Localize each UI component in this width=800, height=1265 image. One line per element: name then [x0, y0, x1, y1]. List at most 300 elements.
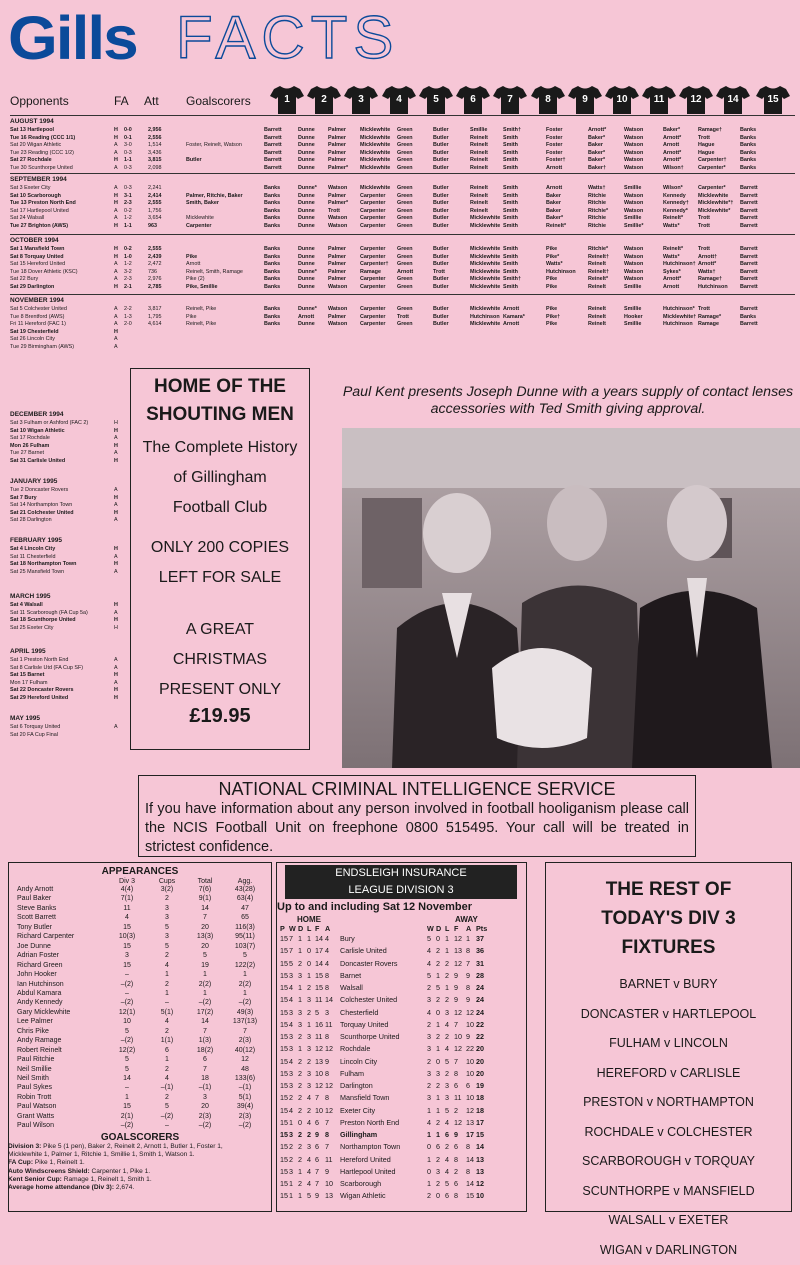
appearances-cell: Paul Baker	[17, 894, 51, 903]
league-row	[280, 1105, 525, 1116]
shirt-number: 8	[531, 94, 565, 105]
league-cell: 15	[280, 1068, 288, 1079]
league-cell: 14	[466, 1154, 474, 1165]
shirt-number-icon	[270, 85, 304, 115]
fixture-attendance: 2,439	[148, 253, 178, 261]
fixture-opponent: Sat 3 Exeter City	[10, 184, 110, 192]
fixture-score: 2-3	[124, 275, 146, 283]
fixture-opponent: Fri 11 Hereford (FAC 1)	[10, 320, 110, 328]
fixture-score: 0-3	[124, 149, 146, 157]
league-cell: 3	[436, 1068, 440, 1079]
appearances-cell: 39(4)	[223, 1102, 267, 1111]
goalscorer-label: FA Cup:	[8, 1159, 33, 1166]
goalscorer-detail: Carpenter 1, Pike 1.	[90, 1168, 150, 1175]
ncis-notice	[138, 775, 696, 857]
league-cell: 7	[325, 1141, 329, 1152]
league-cell: 10	[466, 1092, 474, 1103]
player-cell: Palmer	[328, 313, 378, 321]
player-cell: Reinelt	[588, 313, 638, 321]
shirt-number-icon	[531, 85, 565, 115]
player-cell: Barrett	[740, 305, 790, 313]
fixture-opponent: Mon 17 Fulham	[10, 679, 110, 687]
appearances-row	[17, 885, 269, 894]
league-cell: 2	[289, 1154, 293, 1165]
shirt-number-icon	[679, 85, 713, 115]
fixture-score: 1-2	[124, 214, 146, 222]
league-cell: 22	[466, 1043, 474, 1054]
fixture-venue: A	[114, 164, 122, 172]
fixture-opponent: Sat 18 Scunthorpe United	[10, 616, 110, 624]
player-cell: Hague	[698, 149, 748, 157]
fixture-opponent: Sat 15 Hereford United	[10, 260, 110, 268]
league-row	[280, 1141, 525, 1152]
league-cell: 9	[454, 982, 458, 993]
league-row	[280, 1068, 525, 1079]
fixture-opponent: Sat 17 Rochdale	[10, 434, 110, 442]
player-cell: Butler	[433, 275, 483, 283]
promo-price: £19.95	[131, 705, 309, 728]
appearances-cell: 2	[149, 894, 185, 903]
fixture-venue: H	[114, 494, 122, 502]
league-cell: 1	[289, 1190, 293, 1201]
player-cell: Banks	[264, 184, 314, 192]
fixture-row	[0, 343, 800, 351]
fixture-venue: A	[114, 184, 122, 192]
fixture-opponent: Tue 23 Reading (CCC 1/2)	[10, 149, 110, 157]
appearances-cell: Paul Watson	[17, 1102, 56, 1111]
fixture-attendance: 2,555	[148, 199, 178, 207]
league-cell: 8	[325, 970, 329, 981]
player-cell: Carpenter	[360, 214, 410, 222]
league-cell: 1	[436, 1019, 440, 1030]
fixture-venue: H	[114, 601, 122, 609]
appearances-cell: 4(4)	[107, 885, 147, 894]
appearances-cell: 15	[107, 1102, 147, 1111]
photo-illustration	[342, 428, 800, 768]
league-cell: 15	[280, 1117, 288, 1128]
player-cell: Micklewhite	[360, 184, 410, 192]
league-cell: 15	[466, 1190, 474, 1201]
player-cell: Dunne	[298, 134, 348, 142]
league-cell: 2	[427, 1190, 431, 1201]
shirt-number-icon	[419, 85, 453, 115]
fixture-opponent: Sat 4 Walsall	[10, 601, 110, 609]
shirt-number: 11	[642, 94, 676, 105]
appearances-cell: 2	[149, 951, 185, 960]
league-cell: 15	[280, 1105, 288, 1116]
league-row	[280, 1129, 525, 1140]
fixture-row	[0, 731, 128, 739]
league-cell: 6	[315, 1117, 319, 1128]
shirt-number-icon	[382, 85, 416, 115]
player-cell: Watson	[624, 192, 674, 200]
appearances-cell: 48	[223, 1065, 267, 1074]
league-cell: Scunthorpe United	[340, 1031, 400, 1042]
league-cell: Walsall	[340, 982, 363, 993]
fixture-goalscorers: Arnott	[186, 260, 264, 268]
appearances-cell: –(1)	[187, 1083, 223, 1092]
fixture-venue: H	[114, 694, 122, 702]
fixture-attendance: 2,472	[148, 260, 178, 268]
goalscorer-label: Average home attendance (Div 3):	[8, 1184, 114, 1191]
appearances-cell: 1(3)	[187, 1036, 223, 1045]
player-cell: Foster	[546, 149, 596, 157]
fixture-venue: H	[114, 560, 122, 568]
league-cell: 2	[454, 1105, 458, 1116]
league-cell: 4	[445, 1166, 449, 1177]
appearances-cell: 1	[149, 1055, 185, 1064]
player-cell: Banks	[264, 207, 314, 215]
shirt-number: 2	[307, 94, 341, 105]
player-cell: Micklewhite	[470, 275, 520, 283]
appearances-cell: 3	[149, 913, 185, 922]
appearances-cell: 3	[107, 951, 147, 960]
league-row	[280, 1178, 525, 1189]
player-cell: Banks	[264, 313, 314, 321]
league-cell: Exeter City	[340, 1105, 375, 1116]
league-cell: 12	[315, 1080, 323, 1091]
player-cell: Arnott*	[663, 275, 713, 283]
player-cell: Pike	[546, 305, 596, 313]
fixture-score: 3-2	[124, 268, 146, 276]
shirt-number: 10	[605, 94, 639, 105]
player-cell: Watson	[624, 141, 674, 149]
player-cell: Butler	[433, 164, 483, 172]
appearances-cell: 2	[149, 980, 185, 989]
player-cell: Barrett	[264, 164, 314, 172]
appearances-cell: –	[107, 970, 147, 979]
league-cell: 1	[298, 1043, 302, 1054]
league-cell: 4	[289, 994, 293, 1005]
appearances-cell: 65	[223, 913, 267, 922]
player-cell: Banks	[740, 164, 790, 172]
league-cell: 1	[466, 933, 470, 944]
appearances-row	[17, 1065, 269, 1074]
fixture-row	[0, 568, 128, 576]
appearances-cell: –	[149, 1121, 185, 1130]
league-cell: 8	[325, 1129, 329, 1140]
rest-fixture: DONCASTER v HARTLEPOOL	[546, 1000, 791, 1030]
goalscorer-line	[8, 1168, 150, 1175]
fixture-venue: A	[114, 141, 122, 149]
league-cell: 0	[427, 1141, 431, 1152]
league-cell: 2	[298, 1178, 302, 1189]
fixture-attendance: 2,976	[148, 275, 178, 283]
fixture-attendance: 4,614	[148, 320, 178, 328]
league-cell: 6	[436, 1141, 440, 1152]
player-cell: Barrett	[740, 253, 790, 261]
player-cell: Carpenter	[360, 192, 410, 200]
league-cell: 7	[315, 1166, 319, 1177]
league-cell: 15	[280, 1154, 288, 1165]
player-cell: Smith	[503, 192, 553, 200]
fixture-attendance: 2,241	[148, 184, 178, 192]
fixture-opponent: Sat 5 Colchester United	[10, 305, 110, 313]
fixture-opponent: Sat 14 Northampton Town	[10, 501, 110, 509]
fixture-opponent: Sat 1 Mansfield Town	[10, 245, 110, 253]
league-row	[280, 1154, 525, 1165]
league-header-cell: L	[307, 923, 311, 934]
player-cell: Reinelt	[588, 260, 638, 268]
league-cell: 6	[454, 1141, 458, 1152]
goalscorers-list	[8, 1143, 258, 1192]
league-cell: 12	[466, 1105, 474, 1116]
league-cell: 1	[445, 933, 449, 944]
player-cell: Carpenter	[360, 305, 410, 313]
league-cell: 3	[307, 1080, 311, 1091]
league-cell: 20	[476, 1056, 484, 1067]
league-cell: 9	[315, 1190, 319, 1201]
fixture-venue: A	[114, 486, 122, 494]
fixture-venue: H	[114, 245, 122, 253]
appearances-cell: 20	[187, 1102, 223, 1111]
league-cell: 3	[289, 1031, 293, 1042]
league-cell: 2	[436, 958, 440, 969]
league-cell: 8	[466, 982, 470, 993]
player-cell: Smith	[503, 149, 553, 157]
league-cell: 4	[307, 1178, 311, 1189]
appearances-row	[17, 932, 269, 941]
player-cell: Smillie	[624, 214, 674, 222]
player-cell: Green	[397, 207, 447, 215]
player-cell: Green	[397, 222, 447, 230]
player-cell: Dunne	[298, 126, 348, 134]
player-cell: Micklewhite†	[663, 313, 713, 321]
league-cell: 4	[427, 945, 431, 956]
league-cell: 2	[289, 1092, 293, 1103]
player-cell: Watson	[328, 222, 378, 230]
month-separator	[10, 234, 795, 235]
rest-fixture: HEREFORD v CARLISLE	[546, 1059, 791, 1089]
appearances-cell: 6	[187, 1055, 223, 1064]
league-cell: 22	[476, 1031, 484, 1042]
appearances-cell: Andy Arnott	[17, 885, 53, 894]
player-cell: Banks	[264, 283, 314, 291]
player-cell: Watson	[624, 156, 674, 164]
player-cell: Micklewhite	[470, 305, 520, 313]
rest-of-fixtures-panel	[545, 862, 792, 1212]
appearances-row	[17, 904, 269, 913]
rest-fixture: ROCHDALE v COLCHESTER	[546, 1118, 791, 1148]
appearances-cell: 116(3)	[223, 923, 267, 932]
league-cell: 2	[445, 1068, 449, 1079]
fixture-venue: A	[114, 335, 122, 343]
league-cell: Doncaster Rovers	[340, 958, 398, 969]
promo-line-7: CHRISTMAS	[131, 645, 309, 675]
player-cell: Watson	[624, 260, 674, 268]
league-cell: 9	[454, 994, 458, 1005]
player-cell: Carpenter	[360, 253, 410, 261]
fixture-opponent: Tue 2 Doncaster Rovers	[10, 486, 110, 494]
league-cell: 6	[445, 1190, 449, 1201]
league-cell: 24	[476, 982, 484, 993]
league-cell: 1	[298, 933, 302, 944]
player-cell: Watson	[328, 283, 378, 291]
appearances-cell: 12(2)	[107, 1046, 147, 1055]
appearances-row	[17, 894, 269, 903]
player-cell: Micklewhite	[470, 253, 520, 261]
player-cell: Wilson†	[663, 164, 713, 172]
appearances-title: APPEARANCES	[9, 866, 271, 877]
fixture-venue: A	[114, 343, 122, 351]
appearances-cell: 5(1)	[223, 1093, 267, 1102]
fixture-venue: A	[114, 275, 122, 283]
goalscorer-label: Auto Windscreens Shield:	[8, 1168, 90, 1175]
league-row	[280, 945, 525, 956]
league-cell: 4	[307, 1117, 311, 1128]
appearances-row	[17, 1112, 269, 1121]
goalscorer-line	[8, 1143, 223, 1158]
league-cell: 6	[445, 1129, 449, 1140]
month-heading: JANUARY 1995	[10, 478, 57, 485]
fixture-opponent: Sat 28 Darlington	[10, 516, 110, 524]
player-cell: Arnott*	[698, 260, 748, 268]
player-cell: Micklewhite	[360, 134, 410, 142]
player-cell: Foster	[546, 141, 596, 149]
player-cell: Green	[397, 320, 447, 328]
appearances-cell: 47	[223, 904, 267, 913]
fixture-row	[0, 694, 128, 702]
goalscorer-line	[8, 1176, 152, 1183]
player-cell: Barrett	[740, 320, 790, 328]
league-cell: 22	[476, 1019, 484, 1030]
league-cell: 4	[445, 1043, 449, 1054]
league-cell: 1	[307, 1019, 311, 1030]
league-cell: 2	[307, 1129, 311, 1140]
fixture-opponent: Tue 18 Dover Athletic (KSC)	[10, 268, 110, 276]
promo-line-6: A GREAT	[131, 615, 309, 645]
player-cell: Butler	[433, 134, 483, 142]
player-cell: Green	[397, 149, 447, 157]
player-cell: Watson	[624, 253, 674, 261]
fixture-opponent: Sat 20 FA Cup Final	[10, 731, 110, 739]
league-cell: 1	[307, 933, 311, 944]
player-cell: Hooker	[624, 313, 674, 321]
player-cell: Butler	[433, 283, 483, 291]
fixture-opponent: Tue 27 Barnet	[10, 449, 110, 457]
appearances-cell: Abdul Kamara	[17, 989, 61, 998]
fixture-score: 0-3	[124, 184, 146, 192]
rest-fixture: FULHAM v LINCOLN	[546, 1029, 791, 1059]
promo-line-2: of Gillingham	[131, 463, 309, 493]
league-cell: 3	[307, 1031, 311, 1042]
player-cell: Dunne	[298, 149, 348, 157]
appearances-cell: Joe Dunne	[17, 942, 51, 951]
appearances-cell: Gary Micklewhite	[17, 1008, 70, 1017]
fixture-venue: A	[114, 449, 122, 457]
player-cell: Watson	[624, 207, 674, 215]
appearances-cell: –(2)	[223, 998, 267, 1007]
league-cell: 2	[427, 1056, 431, 1067]
league-cell: 12	[454, 958, 462, 969]
player-cell: Micklewhite	[470, 260, 520, 268]
player-cell: Baker	[546, 199, 596, 207]
appearances-cell: 7(1)	[107, 894, 147, 903]
fixture-venue: A	[114, 260, 122, 268]
player-cell: Butler	[433, 313, 483, 321]
fixture-goalscorers: Pike, Smillie	[186, 283, 264, 291]
appearances-cell: 2(1)	[107, 1112, 147, 1121]
player-cell: Dunne*	[298, 268, 348, 276]
league-cell: 10	[466, 1019, 474, 1030]
player-cell: Watts†	[588, 184, 638, 192]
player-cell: Ramage*	[698, 313, 748, 321]
player-cell: Dunne	[298, 320, 348, 328]
fixture-opponent: Sat 25 Mansfield Town	[10, 568, 110, 576]
league-header-cell: L	[445, 923, 449, 934]
player-cell: Banks	[264, 245, 314, 253]
player-cell: Butler	[433, 199, 483, 207]
appearances-cell: –	[107, 1083, 147, 1092]
player-cell: Butler	[433, 320, 483, 328]
fixture-venue: H	[114, 126, 122, 134]
appearances-cell: 7	[187, 1027, 223, 1036]
fixture-opponent: Sat 24 Walsall	[10, 214, 110, 222]
appearances-cell: John Hooker	[17, 970, 57, 979]
fixture-venue: H	[114, 671, 122, 679]
league-cell: 19	[476, 1080, 484, 1091]
league-cell: 8	[466, 1166, 470, 1177]
player-cell: Green	[397, 164, 447, 172]
appearances-cell: 1	[107, 1093, 147, 1102]
appearances-row	[17, 998, 269, 1007]
appearances-row	[17, 1074, 269, 1083]
player-cell: Hague	[698, 141, 748, 149]
month-heading: OCTOBER 1994	[10, 237, 59, 244]
league-cell: 0	[436, 1190, 440, 1201]
player-cell: Barrett	[264, 149, 314, 157]
league-cell: 10	[315, 1105, 323, 1116]
appearances-cell: Robert Reinelt	[17, 1046, 62, 1055]
fixture-venue: A	[114, 149, 122, 157]
fixture-opponent: Sat 29 Darlington	[10, 283, 110, 291]
league-cell: 15	[315, 970, 323, 981]
player-cell: Ritchie	[588, 222, 638, 230]
league-row	[280, 958, 525, 969]
player-cell: Butler	[433, 305, 483, 313]
league-cell: 12	[315, 1043, 323, 1054]
player-cell: Arnott	[298, 313, 348, 321]
league-cell: 4	[325, 945, 329, 956]
player-cell: Baker*	[663, 126, 713, 134]
league-cell: 2	[436, 994, 440, 1005]
league-cell: Fulham	[340, 1068, 364, 1079]
league-cell: 3	[298, 970, 302, 981]
shirt-number-icon	[344, 85, 378, 115]
player-cell: Trott	[698, 222, 748, 230]
league-cell: 13	[325, 1190, 333, 1201]
player-cell: Banks	[740, 126, 790, 134]
fixture-goalscorers: Pike (2)	[186, 275, 264, 283]
fixture-attendance: 3,654	[148, 214, 178, 222]
fixture-opponent: Sat 19 Chesterfield	[10, 328, 110, 336]
player-cell: Banks	[264, 192, 314, 200]
player-cell: Kennedy	[663, 192, 713, 200]
fixture-attendance: 2,414	[148, 192, 178, 200]
player-cell: Carpenter†	[360, 260, 410, 268]
league-away-label: AWAY	[455, 915, 478, 924]
fixture-opponent: Sat 31 Carlisle United	[10, 457, 110, 465]
appearances-cell: 4	[149, 1074, 185, 1083]
appearances-cell: 2(2)	[223, 980, 267, 989]
league-cell: 14	[476, 1141, 484, 1152]
player-cell: Reinelt	[470, 184, 520, 192]
league-cell: 1	[298, 994, 302, 1005]
player-cell: Trott	[433, 268, 483, 276]
league-cell: 18	[476, 1092, 484, 1103]
player-cell: Foster†	[546, 156, 596, 164]
fixture-opponent: Sat 26 Lincoln City	[10, 335, 110, 343]
